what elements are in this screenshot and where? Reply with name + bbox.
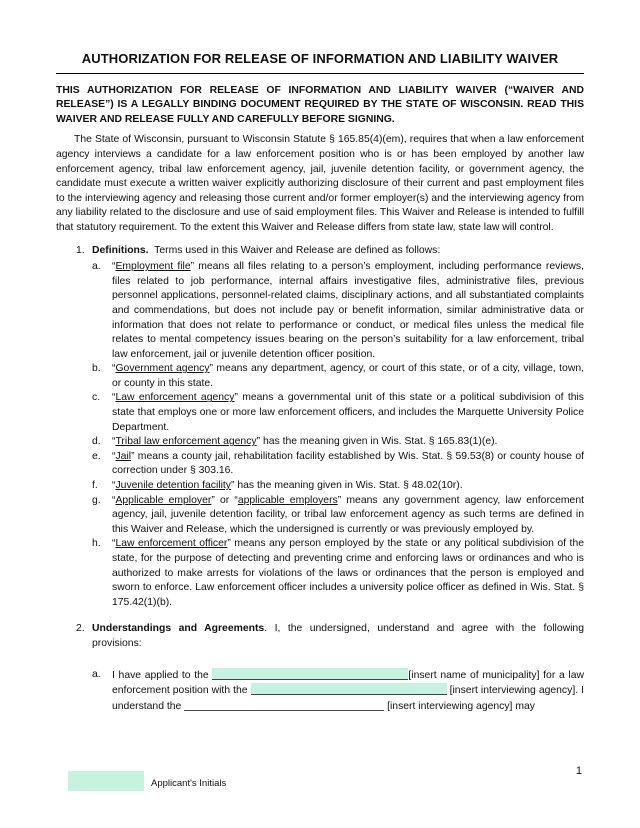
quote: “ (112, 392, 116, 404)
intro-paragraph: The State of Wisconsin, pursuant to Wisconsin Statute § 165.85(4)(em), requires that when a law enforcement agency interviews a candidate for a law enforcement position who is or has been employed by another law enforcement agency, tribal law enforcement agency, jail, juvenile detention facility, or government agency, the candidate must execute a written waiver explicitly authorizing disclosure of their current and past employment files to the interviewing agency and releasing those current and/or former employer(s) and the interviewing agency from any liability related to the disclosure and use of said employment files. This Waiver and Release is intended to fulfill that statutory requirement. To the extent this Waiver and Release differs from state law, state law will control. (56, 134, 584, 233)
section-number: 1. (76, 244, 85, 256)
item-letter: d. (92, 436, 101, 448)
item-letter: a. (92, 261, 101, 273)
definition-item (92, 494, 584, 538)
definition-text: means all files relating to a person’s employment, including performance reviews, files related to job performance, internal affairs investigative files, administrative files, previous personnel applications, personnel-related claims, disciplinary actions, and all substantiated complaints and commendations, but does not include pay or benefit information, similar administrative data or information that does not relate to performance or conduct, or medical files unless the medical file relates to mental competency issues bearing on the person’s suitability for a law enforcement, tribal law enforcement, jail or juvenile detention officer position. (112, 261, 584, 360)
item-letter: e. (92, 450, 101, 462)
document-page (56, 52, 584, 714)
quote: “ (112, 494, 116, 506)
definition-item (92, 362, 584, 391)
applicant-initials-field[interactable] (68, 771, 144, 791)
defined-term: Law enforcement agency (115, 392, 235, 404)
definition-text: has the meaning given in Wis. Stat. § 165.83(1)(e). (260, 436, 498, 448)
agreement-text: I have applied to the (112, 669, 213, 681)
definition-text: means any person employed by the state or any political subdivision of the state, for the purpose of detecting and preventing crime and enforcing laws or ordinances and who is authorized to make arrests for violations of the laws or ordinances that the person is employed and sworn to enforce. Law enforcement officer includes a university police officer as defined in Wis. Stat. § 175.42(1)(b). (112, 538, 585, 608)
definition-text: ” means any government agency, law enforcement agency, jail, juvenile detention facility, or tribal law enforcement agency as such terms are defined in this Waiver and Release, which the undersigned is currently or was previously employed by. (112, 494, 584, 535)
item-letter: b. (92, 363, 101, 375)
intro-warning: THIS AUTHORIZATION FOR RELEASE OF INFORMATION AND LIABILITY WAIVER (“WAIVER AND RELEASE”) IS A LEGALLY BINDING DOCUMENT REQUIRED BY THE STATE OF WISCONSIN. READ THIS WAIVER AND RELEASE FULLY AND CAREFULLY BEFORE SIGNING. (56, 84, 584, 125)
defined-term: applicable employers (237, 494, 338, 506)
municipality-field[interactable] (212, 668, 408, 680)
quote: ” (234, 392, 238, 404)
defined-term: Juvenile detention facility (115, 480, 231, 492)
definition-text: means any department, agency, or court of this state, or of a city, village, town, or county in this state. (112, 363, 584, 389)
section-lead: Terms used in this Waiver and Release are defined as follows: (154, 244, 441, 256)
definition-item (92, 479, 584, 494)
title-divider (56, 73, 584, 74)
section-lead: . I, the undersigned, understand and agree with the following provisions: (92, 623, 584, 649)
definition-text: means a governmental unit of this state or a political subdivision of this state that employs one or more law enforcement officers, and includes the Marquette University Police Department. (112, 392, 584, 433)
defined-term: Law enforcement officer (115, 538, 228, 550)
quote: ” (209, 363, 214, 375)
connector-text: or “ (214, 494, 238, 506)
agreement-list (92, 668, 584, 715)
agreement-text: [insert interviewing agency]. I understand the (112, 685, 585, 712)
defined-term: Jail (115, 450, 132, 462)
agreement-text: [insert interviewing agency] may (384, 700, 535, 712)
definition-item (92, 537, 584, 610)
item-letter: c. (92, 392, 101, 404)
quote: ” (256, 436, 261, 448)
quote: ” (211, 494, 215, 506)
defined-term: Government agency (115, 363, 210, 375)
item-letter: g. (92, 494, 101, 506)
agreement-item (92, 668, 584, 715)
quote: “ (112, 436, 116, 448)
document-title: AUTHORIZATION FOR RELEASE OF INFORMATION AND LIABILITY WAIVER (81, 51, 559, 66)
defined-term: Tribal law enforcement agency (115, 436, 257, 448)
quote: “ (112, 538, 116, 550)
definition-item (92, 435, 584, 450)
defined-term: Employment file (115, 261, 191, 273)
definition-item (92, 260, 584, 362)
definition-text: has the meaning given in Wis. Stat. § 48.02(10r). (234, 480, 463, 492)
section-understandings (56, 622, 584, 714)
section-heading: Definitions. (92, 244, 149, 256)
definition-item (92, 391, 584, 435)
interviewing-agency-blank[interactable] (184, 699, 384, 711)
quote: “ (112, 450, 116, 462)
quote: “ (112, 363, 116, 375)
definition-text: means a county jail, rehabilitation facility established by Wis. Stat. § 59.53(8) or county house of correction under § 303.16. (112, 450, 584, 477)
section-heading: Understandings and Agreements (92, 623, 265, 635)
section-number: 2. (76, 623, 85, 635)
agreement-text: [insert name of municipality] for a law enforcement position with the (112, 669, 584, 697)
interviewing-agency-field[interactable] (251, 683, 447, 695)
section-definitions (56, 244, 584, 611)
definition-item (92, 450, 584, 479)
page-number: 1 (575, 765, 582, 777)
item-letter: f. (92, 480, 98, 492)
quote: ” (227, 538, 231, 550)
item-letter: a. (92, 668, 101, 680)
quote: ” (231, 480, 235, 492)
quote: “ (112, 480, 116, 492)
quote: “ (112, 261, 116, 273)
item-letter: h. (92, 538, 101, 550)
applicant-initials-label: Applicant's Initials (151, 778, 227, 789)
definition-list (92, 260, 584, 610)
quote: ” (131, 450, 135, 462)
spacer (56, 610, 584, 622)
defined-term: Applicable employer (115, 494, 212, 506)
quote: ” (190, 261, 195, 273)
